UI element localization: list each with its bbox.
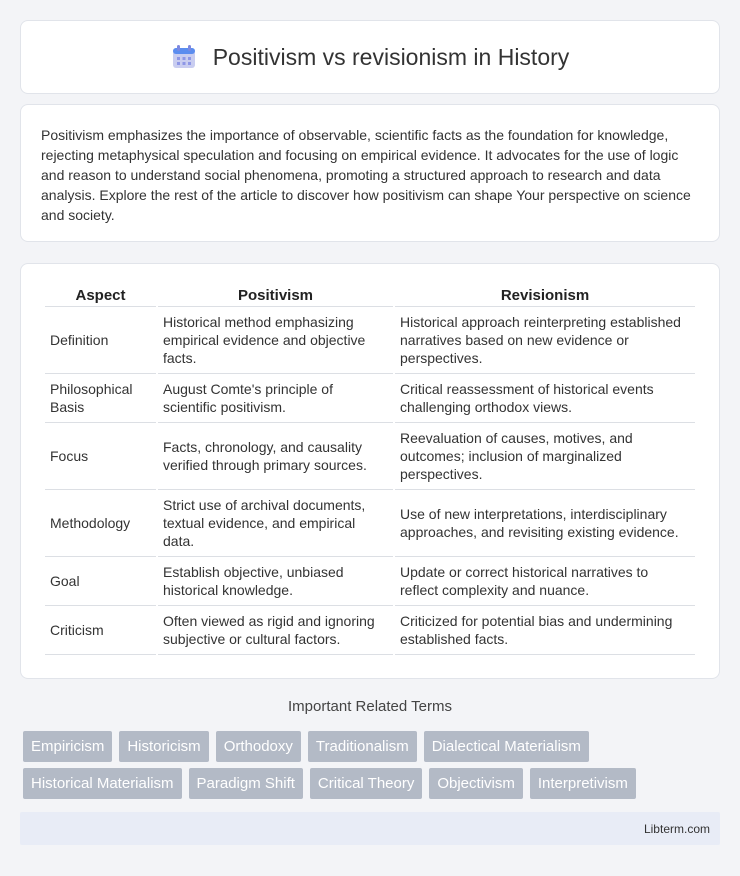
cell-revisionism: Historical approach reinterpreting established narratives based on new evidence or perspectives. bbox=[395, 307, 695, 374]
cell-revisionism: Update or correct historical narratives to reflect complexity and nuance. bbox=[395, 557, 695, 606]
cell-revisionism: Critical reassessment of historical events challenging orthodox views. bbox=[395, 374, 695, 423]
intro-card bbox=[20, 104, 720, 242]
cell-revisionism: Use of new interpretations, interdisciplinary approaches, and revisiting existing evidence. bbox=[395, 490, 695, 557]
cell-aspect: Goal bbox=[45, 557, 156, 606]
cell-aspect: Focus bbox=[45, 423, 156, 490]
related-terms-title: Important Related Terms bbox=[288, 698, 452, 715]
table-row bbox=[45, 557, 695, 606]
cell-positivism: Facts, chronology, and causality verified through primary sources. bbox=[158, 423, 393, 490]
tag-interpretivism[interactable]: Interpretivism bbox=[530, 768, 636, 799]
table-row bbox=[45, 307, 695, 374]
tag-paradigm-shift[interactable]: Paradigm Shift bbox=[189, 768, 303, 799]
cell-aspect: Criticism bbox=[45, 606, 156, 655]
tag-dialectical-materialism[interactable]: Dialectical Materialism bbox=[424, 731, 589, 762]
tag-objectivism[interactable]: Objectivism bbox=[429, 768, 523, 799]
table-row bbox=[45, 374, 695, 423]
tag-historicism[interactable]: Historicism bbox=[119, 731, 208, 762]
header-revisionism: Revisionism bbox=[395, 284, 695, 307]
cell-revisionism: Reevaluation of causes, motives, and outcomes; inclusion of marginalized perspectives. bbox=[395, 423, 695, 490]
title-wrap bbox=[171, 44, 570, 71]
header-aspect: Aspect bbox=[45, 284, 156, 307]
cell-positivism: Often viewed as rigid and ignoring subjective or cultural factors. bbox=[158, 606, 393, 655]
comparison-table-card bbox=[20, 263, 720, 679]
cell-positivism: Historical method emphasizing empirical evidence and objective facts. bbox=[158, 307, 393, 374]
related-terms-section bbox=[0, 698, 740, 715]
tag-empiricism[interactable]: Empiricism bbox=[23, 731, 112, 762]
tag-critical-theory[interactable]: Critical Theory bbox=[310, 768, 422, 799]
comparison-table bbox=[43, 284, 697, 655]
table-row bbox=[45, 490, 695, 557]
related-tags-row-2 bbox=[23, 768, 723, 799]
tag-orthodoxy[interactable]: Orthodoxy bbox=[216, 731, 301, 762]
header-positivism: Positivism bbox=[158, 284, 393, 307]
tag-traditionalism[interactable]: Traditionalism bbox=[308, 731, 417, 762]
intro-text: Positivism emphasizes the importance of observable, scientific facts as the foundation for knowledge, rejecting metaphysical speculation and focusing on empirical evidence. It advocates for the use of logic and reason to understand social phenomena, promoting a structured approach to research and data analysis. Explore the rest of the article to discover how positivism can shape Your perspective on science and society. bbox=[41, 127, 691, 223]
table-header-row bbox=[45, 284, 695, 307]
cell-aspect: Philosophical Basis bbox=[45, 374, 156, 423]
header-card bbox=[20, 20, 720, 94]
related-tags-row-1 bbox=[23, 731, 723, 762]
cell-positivism: Strict use of archival documents, textual evidence, and empirical data. bbox=[158, 490, 393, 557]
footer-brand[interactable]: Libterm.com bbox=[643, 821, 710, 836]
table-row bbox=[45, 606, 695, 655]
cell-positivism: August Comte's principle of scientific positivism. bbox=[158, 374, 393, 423]
table-row bbox=[45, 423, 695, 490]
cell-aspect: Definition bbox=[45, 307, 156, 374]
tag-historical-materialism[interactable]: Historical Materialism bbox=[23, 768, 182, 799]
calendar-icon bbox=[171, 44, 197, 70]
footer bbox=[20, 812, 720, 845]
cell-revisionism: Criticized for potential bias and undermining established facts. bbox=[395, 606, 695, 655]
cell-aspect: Methodology bbox=[45, 490, 156, 557]
cell-positivism: Establish objective, unbiased historical knowledge. bbox=[158, 557, 393, 606]
page-title: Positivism vs revisionism in History bbox=[212, 43, 570, 70]
